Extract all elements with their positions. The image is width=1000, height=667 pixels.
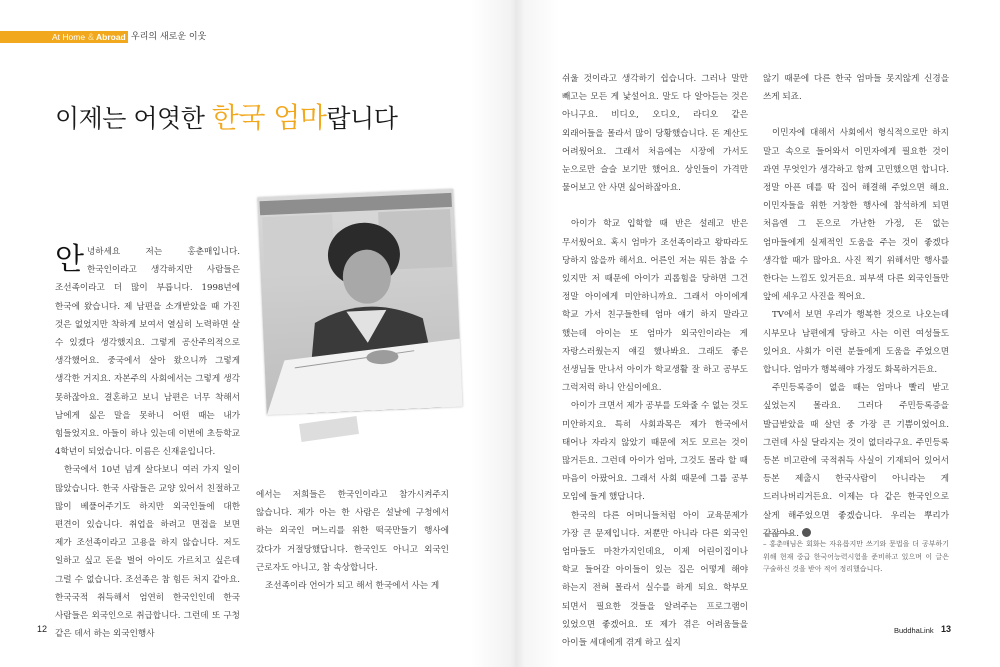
page-number-left: 12 [37, 624, 48, 634]
article-title [55, 96, 397, 136]
column-4-paragraph-2: 이민자에 대해서 사회에서 형식적으로만 하지 말고 속으로 들어와서 이민자에게 필요한 것이 과연 무엇인가 생각하고 함께 고민했으면 합니다. 정말 아픈 데를 딱 집어 해결해 주었으면 해요. 이민자들을 위한 거창한 행사에 참석하게 되면 처음엔 그 돈으로 가난한 가정, 돈 없는 엄마들에게 실제적인 도움을 주는 것이 좋겠다 생각할 때가 많아요. 사진 찍기 위해서만 행사를 한다는 느낌도 있거든요. 피부색 다른 외국인들만 앞에 세우고 사진을 찍어요. [763, 128, 949, 303]
title-prefix: 이제는 어엿한 [55, 104, 212, 133]
author-note: – 홍춘매님은 회화는 자유롭지만 쓰기와 문법을 더 공부하기 위해 현재 중급 한국어능력시험을 준비하고 있으며 이 글은 구술하신 것을 받아 적어 정리했습니다. [763, 540, 949, 573]
photo-tape [299, 416, 359, 442]
column-1-paragraph-2: 한국에서 10년 넘게 살다보니 여러 가지 일이 많았습니다. 한국 사람들은 교양 있어서 친절하고 많이 베풀어주기도 하지만 외국인들에 대한 편견이 있습니다. 취업을 하려고 면접을 보면 제가 조선족이라고 고용을 하지 않습니다. 저도 일하고 싶고 돈을 벌어 아이도 가르치고 싶은데 그럴 수 없습니다. 조선족은 참 힘든 처지 같아요. 한국국적 취득해서 엄연히 한국인인데 한국 사람들은 외국인으로 취급합니다. 그런데 또 구청 같은 데서 하는 외국인행사 [55, 465, 240, 640]
photo-illustration [257, 189, 462, 415]
column-4-paragraph-4-text: 주민등록증이 없을 때는 엄마나 빨리 받고 싶었는지 몰라요. 그러다 주민등록증을 발급받았을 때 살던 중 가장 큰 기쁨이었어요. 그런데 사실 달라지는 것이 없더라구요. 주민등록 등본 비고란에 국적취득 사실이 기재되어 있어서 등본 제출시 한국사람이 아니라는 게 드러나버리거든요. 이제는 다 같은 한국인으로 살게 해주었으면 좋겠습니다. 우리는 뿌리가 같잖아요. [763, 383, 949, 539]
section-label-ampersand: & [88, 32, 95, 42]
column-2-paragraph-2: 조선족이라 언어가 되고 해서 한국에서 사는 게 [265, 581, 440, 592]
column-3-paragraph-3: 아이가 크면서 제가 공부를 도와줄 수 없는 것도 미안하지요. 특히 사회과목은 제가 한국에서 태어나 자라지 않았기 때문에 저도 모르는 것이 많거든요. 그런데 아이가 엄마, 그것도 몰라 할 때 마음이 아팠어요. 그래서 사회 때문에 그룹 공부 모임에 들게 했답니다. [562, 401, 748, 503]
page-number-right: 13 [941, 624, 952, 634]
column-1-paragraph-1 [55, 243, 240, 461]
column-3 [562, 70, 748, 649]
section-label-at-home: At Home [52, 32, 86, 42]
portrait-photo [257, 189, 462, 415]
column-4 [763, 70, 949, 539]
column-4-paragraph-4 [763, 379, 949, 543]
drop-cap: 안 [55, 242, 84, 277]
magazine-brand: BuddhaLink [894, 626, 934, 635]
page-gutter-shadow [470, 0, 560, 667]
column-2 [256, 486, 449, 592]
column-1-paragraph-1-text: 녕하세요 저는 홍춘매입니다. 한국인이라고 생각하지만 사람들은 조선족이라고 더 많이 부릅니다. 1998년에 한국에 왔습니다. 제 남편을 소개받았을 때 가진 것은 없었지만 착하게 보여서 열심히 노력하면 살 수 있겠다 생각했지요. 그렇게 공산주의적으로 생각했어요. 중국에서 살아 왔으니까 그렇게 생각한 거지요. 자본주의 사회에서는 그렇게 생각 못하잖아요. 결혼하고 보니 남편은 너무 착해서 남에게 싫은 말을 못하니 어떤 때는 내가 힘들었지요. 아들이 하나 있는데 이번에 초등학교 4학년이 되었습니다. 이름은 신재윤입니다. [55, 247, 240, 458]
column-1 [55, 242, 240, 640]
title-highlight: 한국 엄마 [211, 101, 327, 134]
column-3-paragraph-1: 쉬울 것이라고 생각하기 쉽습니다. 그러나 말만 빼고는 모든 게 낯설어요. 말도 다 알아듣는 것은 아니구요. 비디오, 오디오, 라디오 같은 외래어들을 몰라서 많이 당황했습니다. 돈 계산도 어려웠어요. 그래서 처음에는 시장에 가서도 눈으로만 슬슬 보기만 했어요. 상인들이 가격만 물어보고 안 사면 싫어하잖아요. [562, 74, 748, 194]
column-3-paragraph-2: 아이가 학교 입학할 때 반은 설레고 반은 무서웠어요. 혹시 엄마가 조선족이라고 왕따라도 당하지 않을까 해서요. 어른인 저는 뭐든 참을 수 있지만 저 때문에 아이가 괴롭힘을 당하면 그건 정말 아이에게 미안하니까요. 그래서 아이에게 학교 가서 친구들한테 엄마 얘기 하지 말라고 했는데 아이는 또 엄마가 외국인이라는 게 자랑스러웠는지 얘길 했나봐요. 그래도 좋은 선생님들 만나서 아이가 학교생활 잘 하고 공부도 그럭저럭 하니 안심이에요. [562, 219, 748, 394]
column-2-paragraph-1: 에서는 저희들은 한국인이라고 참가시켜주지 않습니다. 제가 아는 한 사람은 설날에 구청에서 하는 외국인 며느리를 위한 떡국만들기 행사에 갔다가 거절당했답니다. 한국인도 아니고 외국인 근로자도 아니고, 참 속상합니다. [256, 490, 449, 573]
note-divider [763, 533, 793, 534]
column-4-paragraph-3: TV에서 보면 우리가 행복한 것으로 나오는데 시부모나 남편에게 당하고 사는 이런 여성들도 있어요. 사회가 이런 분들에게 도움을 주었으면 합니다. 엄마가 행복해야 가정도 화목하거든요. [763, 310, 949, 376]
section-subtitle: 우리의 새로운 이웃 [131, 32, 207, 42]
column-3-paragraph-4: 한국의 다른 어머니들처럼 아이 교육문제가 가장 큰 문제입니다. 저뿐만 아니라 다른 외국인 엄마들도 마찬가지인데요, 이제 어린이집이나 학교 들어갈 아이들이 있는 집은 어떻게 해야 하는지 전혀 몰라서 실수를 하게 되요. 학부모 되면서 필요한 것들을 알려주는 프로그램이 있었으면 좋겠어요. 또 제가 겪은 어려움들을 아이들 세대에게 겪게 하고 싶지 [562, 510, 748, 649]
end-mark-icon [802, 528, 811, 537]
title-suffix: 랍니다 [326, 104, 398, 133]
column-4-paragraph-1: 않기 때문에 다른 한국 엄마들 못지않게 신경을 쓰게 되죠. [763, 74, 949, 103]
section-label-abroad: Abroad [96, 32, 126, 42]
